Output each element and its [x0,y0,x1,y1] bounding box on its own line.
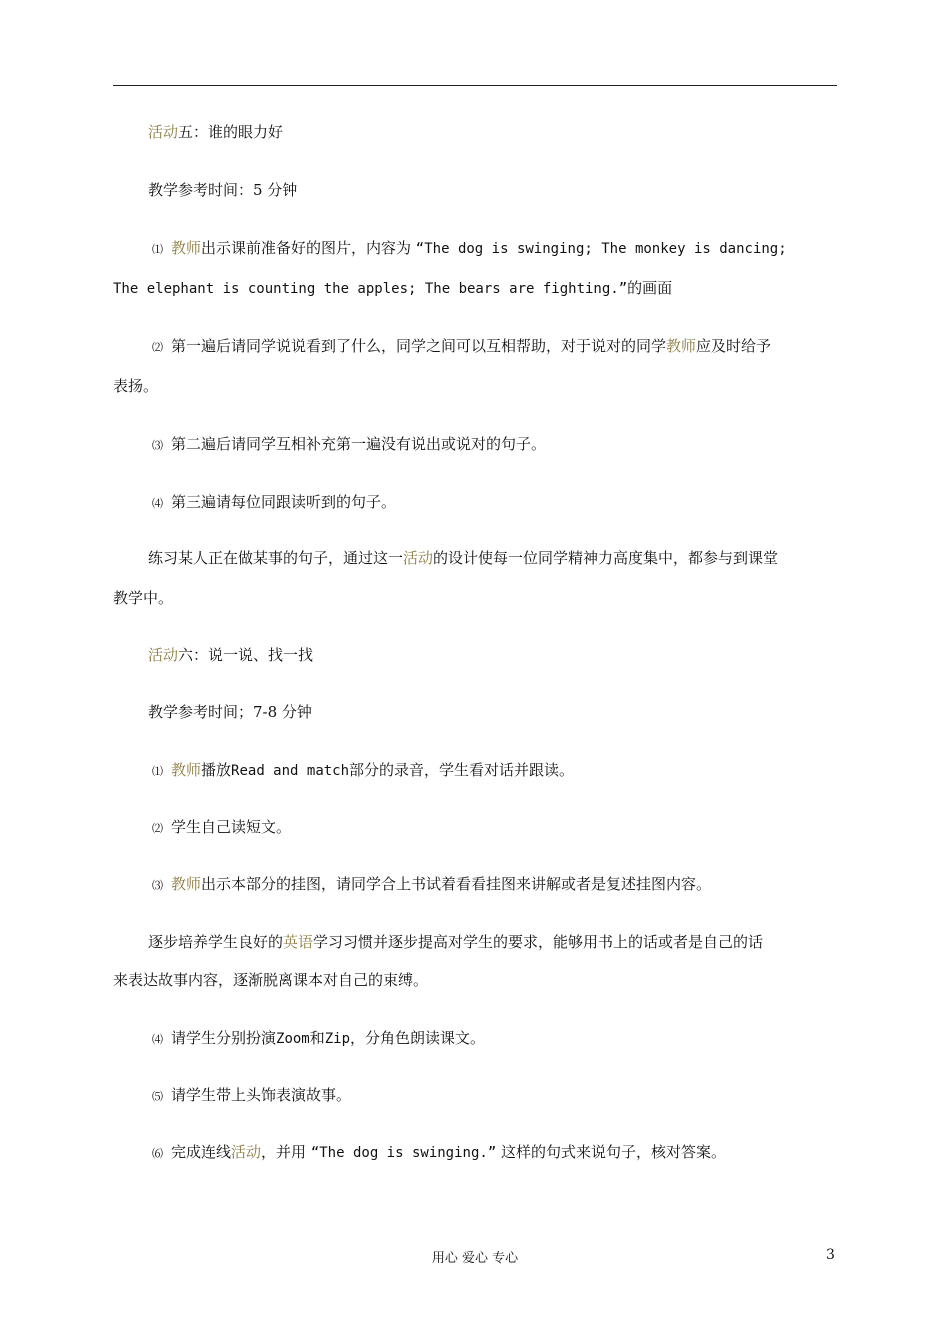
activity5-heading: 活动五：谁的眼力好 [148,123,284,141]
activity6-step1: ⑴ 教师播放Read and match部分的录音，学生看对话并跟读。 [152,761,575,779]
activity5-step3: ⑶ 第二遍后请同学互相补充第一遍没有说出或说对的句子。 [152,435,547,453]
activity-keyword: 活动 [148,123,179,141]
activity6-summary: 逐步培养学生良好的英语学习习惯并逐步提高对学生的要求，能够用书上的话或者是自己的话 [148,933,764,951]
activity6-summary-cont: 来表达故事内容，逐渐脱离课本对自己的束缚。 [113,971,429,989]
activity5-step2: ⑵ 第一遍后请同学说说看到了什么，同学之间可以互相帮助，对于说对的同学教师应及时给予 [152,337,772,355]
activity6-step3: ⑶ 教师出示本部分的挂图，请同学合上书试着看看挂图来讲解或者是复述挂图内容。 [152,875,712,893]
activity5-time: 教学参考时间：5 分钟 [148,181,298,199]
page-footer: 用心 爱心 专心 [431,1251,519,1266]
activity6-heading: 活动六：说一说、找一找 [148,646,314,664]
header-rule [113,85,837,86]
activity5-step2-cont: 表扬。 [113,377,159,395]
activity5-step1-cont: The elephant is counting the apples; The bears are fighting.”的画面 [113,279,673,297]
activity6-time: 教学参考时间；7-8 分钟 [148,703,312,721]
activity6-step6: ⑹ 完成连线活动，并用 “The dog is swinging.” 这样的句式来说句子，核对答案。 [152,1143,727,1161]
activity5-step4: ⑷ 第三遍请每位同跟读听到的句子。 [152,493,397,511]
activity5-summary: 练习某人正在做某事的句子，通过这一活动的设计使每一位同学精神力高度集中，都参与到课堂 [148,549,779,567]
activity6-step4: ⑷ 请学生分别扮演Zoom和Zip，分角色朗读课文。 [152,1029,486,1047]
activity5-summary-cont: 教学中。 [113,589,174,607]
activity6-step2: ⑵ 学生自己读短文。 [152,818,292,836]
activity6-step5: ⑸ 请学生带上头饰表演故事。 [152,1086,352,1104]
activity5-step1: ⑴ 教师出示课前准备好的图片，内容为 “The dog is swinging; The monkey is dancing; [152,239,787,257]
page-number: 3 [826,1247,835,1263]
